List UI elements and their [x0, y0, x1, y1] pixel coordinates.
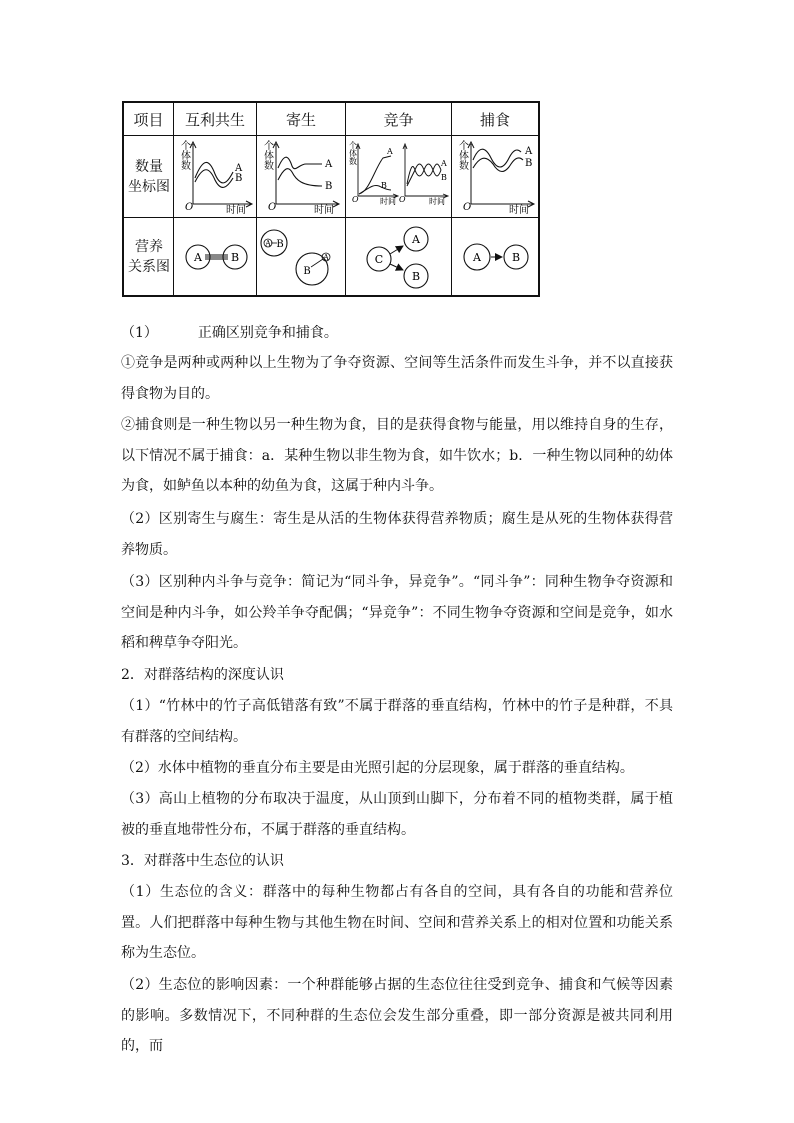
svg-text:数: 数	[181, 161, 191, 172]
svg-text:数: 数	[459, 161, 469, 172]
para-niche-factors: （2）生态位的影响因素：一个种群能够占据的生态位往往受到竞争、捕食和气候等因素的影响。多数情况下，不同种群的生态位会发生部分重叠，即一部分资源是被共同利用的，而	[121, 977, 673, 1054]
svg-text:数: 数	[264, 161, 274, 172]
table-header-mutualism: 互利共生	[184, 110, 245, 129]
svg-text:A: A	[265, 239, 271, 248]
svg-text:个: 个	[349, 141, 357, 150]
svg-text:A: A	[194, 251, 202, 264]
origin-label: O	[185, 202, 194, 213]
svg-text:O: O	[463, 202, 472, 213]
x-axis-label: 时间	[226, 205, 246, 216]
svg-text:体: 体	[349, 149, 357, 158]
table-header-competition: 竞争	[383, 110, 414, 129]
svg-text:个: 个	[264, 141, 274, 152]
svg-text:B: B	[381, 181, 387, 190]
mutualism-graph	[175, 138, 256, 216]
mutualism-diagram	[175, 219, 256, 295]
svg-text:时间: 时间	[509, 205, 529, 216]
table-header-parasitism: 寄生	[285, 110, 316, 129]
series-b-label: B	[235, 173, 243, 184]
para-parasitism-vs-saprophytism: （2）区别寄生与腐生：寄生是从活的生物体获得营养物质；腐生是从死的生物体获得营养物质。	[121, 511, 673, 558]
relationship-table	[122, 101, 540, 297]
svg-text:体: 体	[264, 151, 274, 162]
svg-text:O: O	[268, 202, 277, 213]
svg-text:A: A	[525, 146, 533, 157]
svg-text:时间: 时间	[429, 197, 445, 206]
competition-diagram	[347, 219, 451, 295]
svg-text:A: A	[441, 159, 447, 168]
table-header-item: 项目	[133, 110, 164, 129]
predation-diagram	[453, 219, 538, 295]
competition-graph	[347, 138, 451, 216]
row-label-population-chart: 数量 坐标图	[128, 158, 170, 195]
svg-text:时间: 时间	[380, 197, 396, 206]
svg-text:A: A	[325, 159, 333, 170]
svg-text:体: 体	[459, 151, 469, 162]
svg-text:O: O	[399, 195, 406, 204]
para-intraspecific-vs-competition: （3）区别种内斗争与竞争：简记为“同斗争，异竞争”。“同斗争”：同种生物争夺资源和空间是种内斗争，如公羚羊争夺配偶；“异竞争”：不同生物争夺资源和空间是竞争，如水稻和稗草争夺阳光。	[121, 574, 673, 651]
para-aquatic-plants: （2）水体中植物的垂直分布主要是由光照引起的分层现象，属于群落的垂直结构。	[121, 760, 634, 776]
svg-text:A: A	[323, 253, 329, 262]
para-mountain-plants: （3）高山上植物的分布取决于温度，从山顶到山脚下，分布着不同的植物类群，属于植被的垂直地带性分布，不属于群落的垂直结构。	[121, 791, 673, 838]
svg-text:B: B	[303, 266, 311, 277]
svg-text:时间: 时间	[314, 205, 334, 216]
svg-text:A: A	[387, 147, 393, 156]
section-heading-community-structure: 2．对群落结构的深度认识	[121, 667, 284, 683]
svg-text:数: 数	[349, 157, 357, 166]
svg-text:体: 体	[181, 151, 191, 162]
parasitism-diagram	[258, 219, 345, 295]
para-bamboo: （1）“竹林中的竹子高低错落有致”不属于群落的垂直结构，竹林中的竹子是种群，不具有群落的空间结构。	[121, 698, 673, 745]
parasitism-graph	[258, 138, 345, 216]
svg-text:A: A	[473, 251, 481, 264]
section-heading-niche: 3．对群落中生态位的认识	[121, 853, 284, 869]
para-1-heading: （1） 正确区别竞争和捕食。	[121, 325, 338, 341]
para-competition-definition: ①竞争是两种或两种以上生物为了争夺资源、空间等生活条件而发生斗争，并不以直接获得食物为目的。	[121, 355, 673, 402]
table-divider	[124, 135, 538, 136]
svg-text:B: B	[276, 239, 284, 250]
svg-text:B: B	[230, 251, 240, 264]
svg-text:B: B	[525, 158, 533, 169]
y-axis-label: 个	[181, 141, 191, 152]
svg-text:A: A	[412, 233, 420, 246]
table-divider	[124, 217, 538, 218]
svg-text:B: B	[325, 181, 333, 192]
predation-graph	[453, 138, 538, 216]
svg-text:个: 个	[459, 141, 469, 152]
para-predation-definition: ②捕食则是一种生物以另一种生物为食，目的是获得食物与能量，用以维持自身的生存，以下情况不属于捕食：a．某种生物以非生物为食，如牛饮水；b．一种生物以同种的幼体为食，如鲈鱼以本种的幼鱼为食，这属于种内斗争。	[121, 417, 673, 494]
node-c-label: C	[374, 253, 384, 266]
svg-text:B: B	[411, 270, 421, 283]
table-header-predation: 捕食	[479, 110, 510, 129]
row-label-trophic-diagram: 营养 关系图	[128, 238, 170, 275]
series-a-label: A	[235, 163, 243, 174]
svg-text:B: B	[511, 251, 521, 264]
svg-text:O: O	[352, 195, 359, 204]
svg-text:B: B	[441, 173, 447, 182]
para-niche-definition: （1）生态位的含义：群落中的每种生物都占有各自的空间，具有各自的功能和营养位置。人们把群落中每种生物与其他生物在时间、空间和营养关系上的相对位置和功能关系称为生态位。	[121, 884, 673, 961]
